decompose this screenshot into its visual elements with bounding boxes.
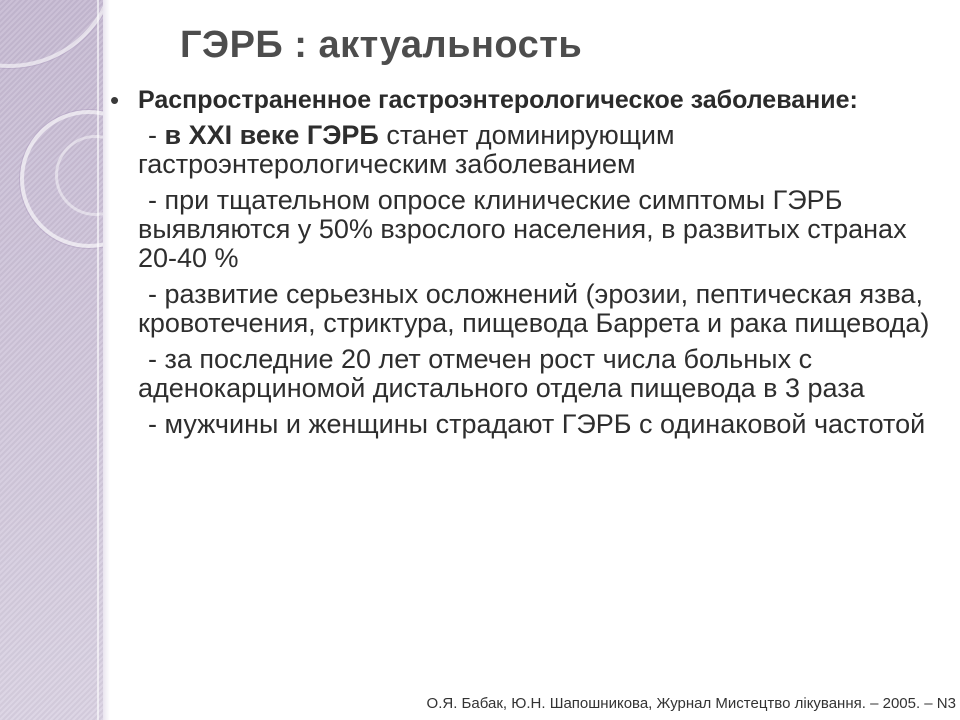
item-prefix: - (148, 344, 165, 374)
item-prefix: - (148, 279, 165, 309)
item-text: при тщательном опросе клинические симптомы ГЭРБ выявляются у 50% взрослого населения, в развитых странах 20-40 % (138, 185, 907, 273)
decorative-ring (0, 0, 103, 68)
item-prefix: - (148, 409, 165, 439)
item-text: станет доминирующим гастроэнтерологическим заболеванием (138, 120, 675, 179)
list-item (110, 280, 930, 338)
bullet-icon: • (110, 85, 120, 115)
item-prefix: - (148, 185, 165, 215)
bullet-lead-text: Распространенное гастроэнтерологическое заболевание: (138, 86, 858, 114)
bullet-point (110, 86, 930, 114)
list-item (110, 121, 930, 179)
band-highlight-line (97, 0, 99, 720)
list-item (110, 410, 930, 439)
band-edge (103, 0, 110, 720)
slide-title: ГЭРБ : актуальность (180, 24, 583, 66)
citation-footnote: О.Я. Бабак, Ю.Н. Шапошникова, Журнал Мистецтво лікування. – 2005. – N3 (426, 695, 956, 712)
item-text: развитие серьезных осложнений (эрозии, пептическая язва, кровотечения, стриктура, пищевода Баррета и рака пищевода) (138, 279, 930, 338)
list-item (110, 345, 930, 403)
decorative-side-band (0, 0, 103, 720)
item-text: за последние 20 лет отмечен рост числа больных с аденокарциномой дистального отдела пищевода в 3 раза (138, 344, 865, 403)
item-bold-text: в XXI веке ГЭРБ (164, 120, 379, 150)
item-prefix: - (148, 120, 165, 150)
item-text: мужчины и женщины страдают ГЭРБ с одинаковой частотой (164, 409, 926, 439)
slide-content (110, 86, 930, 439)
list-item (110, 186, 930, 273)
